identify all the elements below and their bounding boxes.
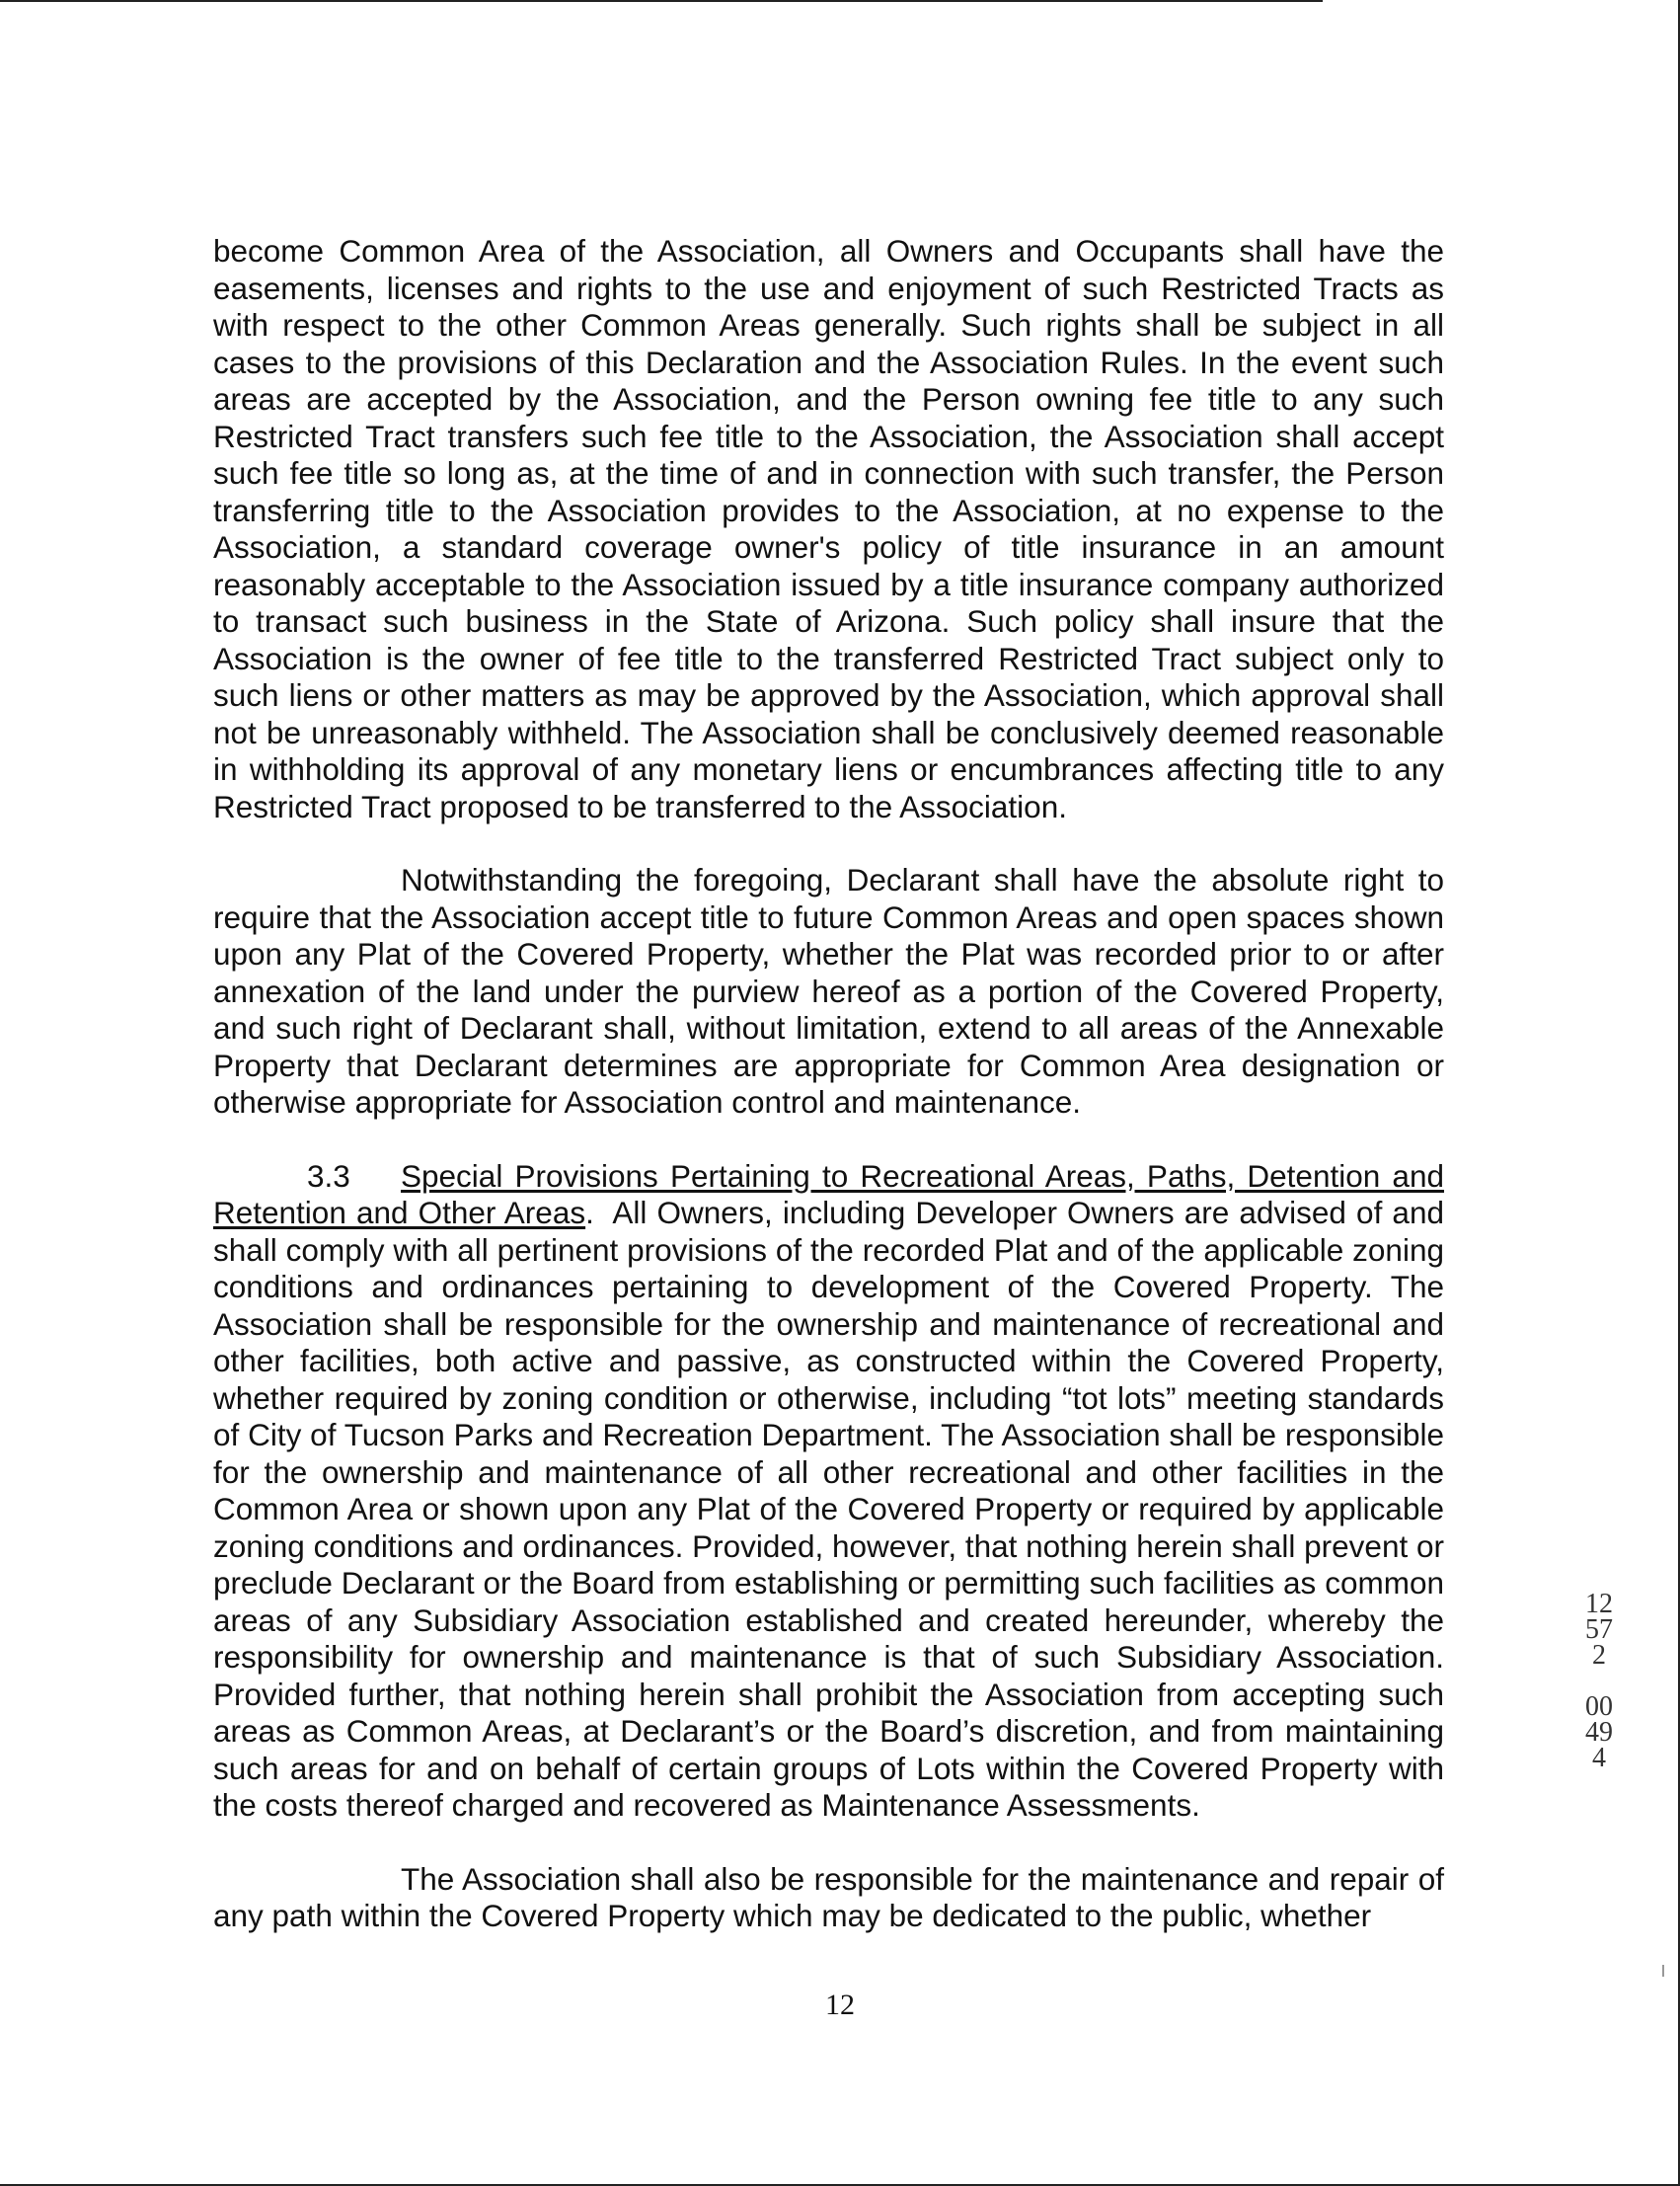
recording-page: 00494	[1585, 1691, 1613, 1773]
paragraph-restricted-tracts: become Common Area of the Association, all Owners and Occupants shall have the easements, licenses and rights to the use and enjoyment of such Restricted Tracts as with respect to the other Common Areas generally. Such rights shall be subject in all cases to the provisions of this Declaration and the Association Rules. In the event such areas are accepted by the Association, and the Person owning fee title to any such Restricted Tract transfers such fee title to the Association, the Association shall accept such fee title so long as, at the time of and in connection with such transfer, the Person transferring title to the Association provides to the Association, at no expense to the Association, a standard coverage owner's policy of title insurance in an amount reasonably acceptable to the Association issued by a title insurance company authorized to transact such business in the State of Arizona. Such policy shall insure that the Association is the owner of fee title to the transferred Restricted Tract subject only to such liens or other matters as may be approved by the Association, which approval shall not be unreasonably withheld. The Association shall be conclusively deemed reasonable in withholding its approval of any monetary liens or encumbrances affecting title to any Restricted Tract proposed to be transferred to the Association.	[213, 233, 1444, 824]
paragraph-notwithstanding: Notwithstanding the foregoing, Declarant shall have the absolute right to require that the Association accept title to future Common Areas and open spaces shown upon any Plat of the Covered Property, whether the Plat was recorded prior to or after annexation of the land under the purview hereof as a portion of the Covered Property, and such right of Declarant shall, without limitation, extend to all areas of the Annexable Property that Declarant determines are appropriate for Common Area designation or otherwise appropriate for Association control and maintenance.	[213, 862, 1444, 1120]
page-number: 12	[825, 1989, 855, 2021]
section-3-3	[213, 1158, 1444, 1825]
section-heading-period: .	[585, 1195, 594, 1230]
document-body	[213, 233, 1444, 1935]
paragraph-path-maintenance: The Association shall also be responsible for the maintenance and repair of any path within the Covered Property which may be dedicated to the public, whether	[213, 1860, 1444, 1933]
recording-number-stamp	[1579, 1589, 1619, 1773]
section-heading: Special Provisions Pertaining to Recreational Areas, Paths, Detention and Retention and Other Areas	[213, 1157, 1444, 1230]
section-number: 3.3	[307, 1157, 350, 1194]
section-body: All Owners, including Developer Owners are advised of and shall comply with all pertinent provisions of the recorded Plat and of the applicable zoning conditions and ordinances pertaining to development of the Covered Property. The Association shall be responsible for the ownership and maintenance of recreational and other facilities, both active and passive, as constructed within the Covered Property, whether required by zoning condition or otherwise, including “tot lots” meeting standards of City of Tucson Parks and Recreation Department. The Association shall be responsible for the ownership and maintenance of all other recreational and other facilities in the Common Area or shown upon any Plat of the Covered Property or required by applicable zoning conditions and ordinances. Provided, however, that nothing herein shall prevent or preclude Declarant or the Board from establishing or permitting such facilities as common areas of any Subsidiary Association established and created hereunder, whereby the responsibility for ownership and maintenance is that of such Subsidiary Association. Provided further, that nothing herein shall prohibit the Association from accepting such areas as Common Areas, at Declarant’s or the Board’s discretion, and from maintaining such areas for and on behalf of certain groups of Lots within the Covered Property with the costs thereof charged and recovered as Maintenance Assessments.	[213, 1195, 1444, 1823]
scan-speck	[1662, 1965, 1664, 1977]
recording-docket: 12572	[1585, 1589, 1613, 1671]
scan-border-top	[0, 0, 1323, 2]
